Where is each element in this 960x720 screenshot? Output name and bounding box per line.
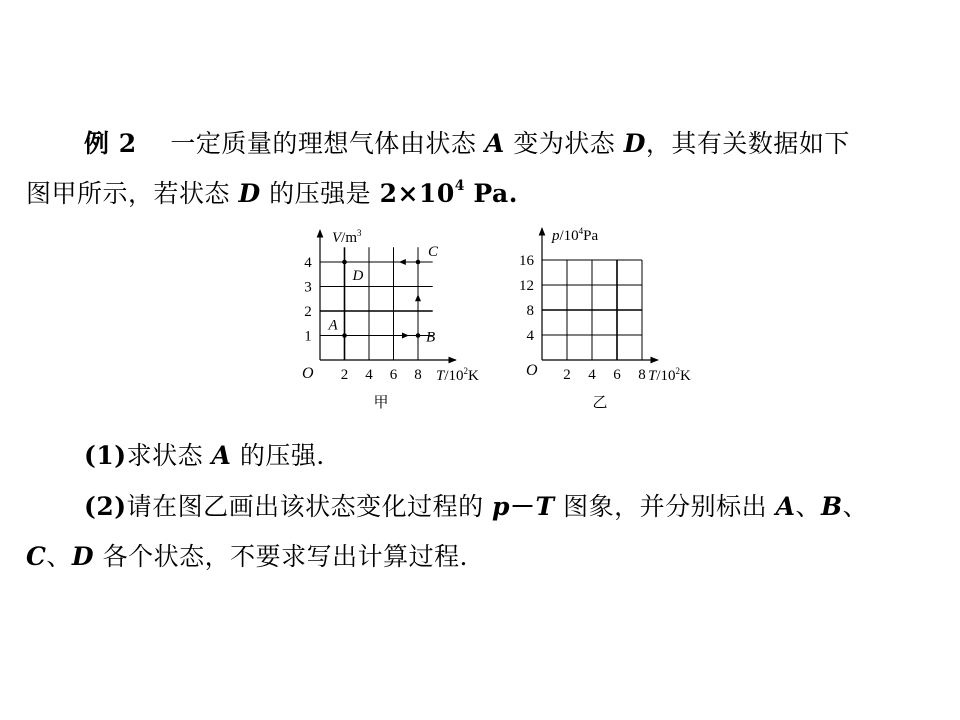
q1-text-b: 的压强． [239, 441, 342, 470]
line2-text-b: 的压强是 [269, 179, 372, 208]
jia-y-tick-1: 1 [304, 328, 312, 345]
q2-sep-3: 、 [46, 542, 72, 571]
q2-text-c: 各个状态，不要求写出计算过程． [102, 542, 486, 571]
jia-x-tick-2: 2 [340, 367, 349, 383]
yi-y-tick-4: 4 [526, 328, 534, 344]
state-a-label: A [484, 129, 505, 158]
yi-y-tick-8: 8 [526, 303, 534, 319]
figure-yi-pt-graph [508, 222, 728, 417]
yi-y-tick-12: 12 [519, 278, 534, 294]
yi-caption: 乙 [592, 395, 608, 411]
q2-t: T [535, 492, 555, 521]
jia-y-axis-label: $V/m^3$ [332, 228, 362, 246]
jia-y-tick-3: 3 [304, 279, 312, 296]
jia-y-tick-2: 2 [304, 304, 312, 320]
state-d-label: D [623, 129, 646, 158]
question-2-line-2 [26, 537, 485, 573]
pressure-exponent: 4 [454, 178, 465, 194]
figure-jia-vt-graph [296, 222, 516, 417]
problem-line-2 [26, 174, 518, 210]
jia-caption: 甲 [373, 395, 389, 411]
q2-p: p [492, 492, 511, 521]
q2-dash: － [510, 492, 536, 521]
line2-state-d: D [238, 179, 261, 208]
example-label: 例 2 [84, 129, 137, 158]
jia-arrow-a-b [402, 333, 409, 339]
q2-text-a: 请在图乙画出该状态变化过程的 [126, 492, 484, 521]
jia-x-tick-8: 8 [414, 367, 422, 383]
jia-y-tick-4: 4 [304, 255, 312, 271]
intro-text-a: 一定质量的理想气体由状态 [170, 129, 477, 158]
yi-x-tick-4: 4 [588, 367, 596, 383]
q2-text-b: 图象，并分别标出 [563, 492, 768, 521]
line2-text-a: 图甲所示，若状态 [26, 179, 231, 208]
jia-x-tick-4: 4 [365, 367, 373, 383]
yi-y-tick-16: 16 [519, 253, 534, 269]
question-2-line-1 [84, 487, 868, 523]
yi-origin-label: O [526, 362, 538, 379]
q1-text-a: 求状态 [126, 441, 204, 470]
jia-origin-label: O [302, 365, 314, 382]
yi-y-axis-label: $p/10^4Pa$ [552, 226, 599, 244]
question-1 [84, 436, 342, 472]
pressure-value: 2×10 [379, 179, 455, 208]
q2-sep-1: 、 [795, 492, 821, 521]
jia-x-tick-6: 6 [389, 367, 398, 383]
q2-label-c: C [26, 542, 47, 571]
jia-grid [320, 247, 436, 360]
jia-point-d [342, 260, 347, 265]
yi-x-tick-8: 8 [638, 367, 646, 383]
q2-label-b: B [820, 492, 843, 521]
q2-label-d: D [71, 542, 95, 571]
q2-sep-2: 、 [842, 492, 869, 521]
jia-point-label-b: B [426, 329, 436, 346]
q1-state-a: A [211, 441, 232, 470]
yi-x-axis-label: $T/10^2K$ [648, 366, 691, 384]
pressure-unit: Pa. [473, 179, 518, 208]
intro-text-c: ，其有关数据如下 [645, 129, 850, 158]
jia-x-axis-label: $T/10^2K$ [436, 366, 479, 384]
jia-point-c [416, 260, 421, 265]
problem-line-1 [84, 124, 850, 160]
yi-tick-labels [519, 253, 646, 383]
intro-text-b: 变为状态 [513, 129, 616, 158]
jia-arrow-b-c [415, 294, 421, 301]
q2-number: (2) [84, 492, 127, 521]
yi-x-tick-2: 2 [563, 367, 571, 383]
yi-x-tick-6: 6 [613, 367, 621, 383]
jia-point-b [416, 333, 421, 338]
jia-point-label-a: A [328, 317, 338, 334]
q2-label-a: A [775, 492, 796, 521]
jia-point-label-d: D [352, 268, 364, 284]
yi-grid [542, 260, 642, 360]
q1-number: (1) [84, 441, 127, 470]
jia-point-label-c: C [428, 244, 439, 260]
jia-arrow-c-d [399, 259, 406, 265]
jia-point-a [342, 333, 347, 338]
